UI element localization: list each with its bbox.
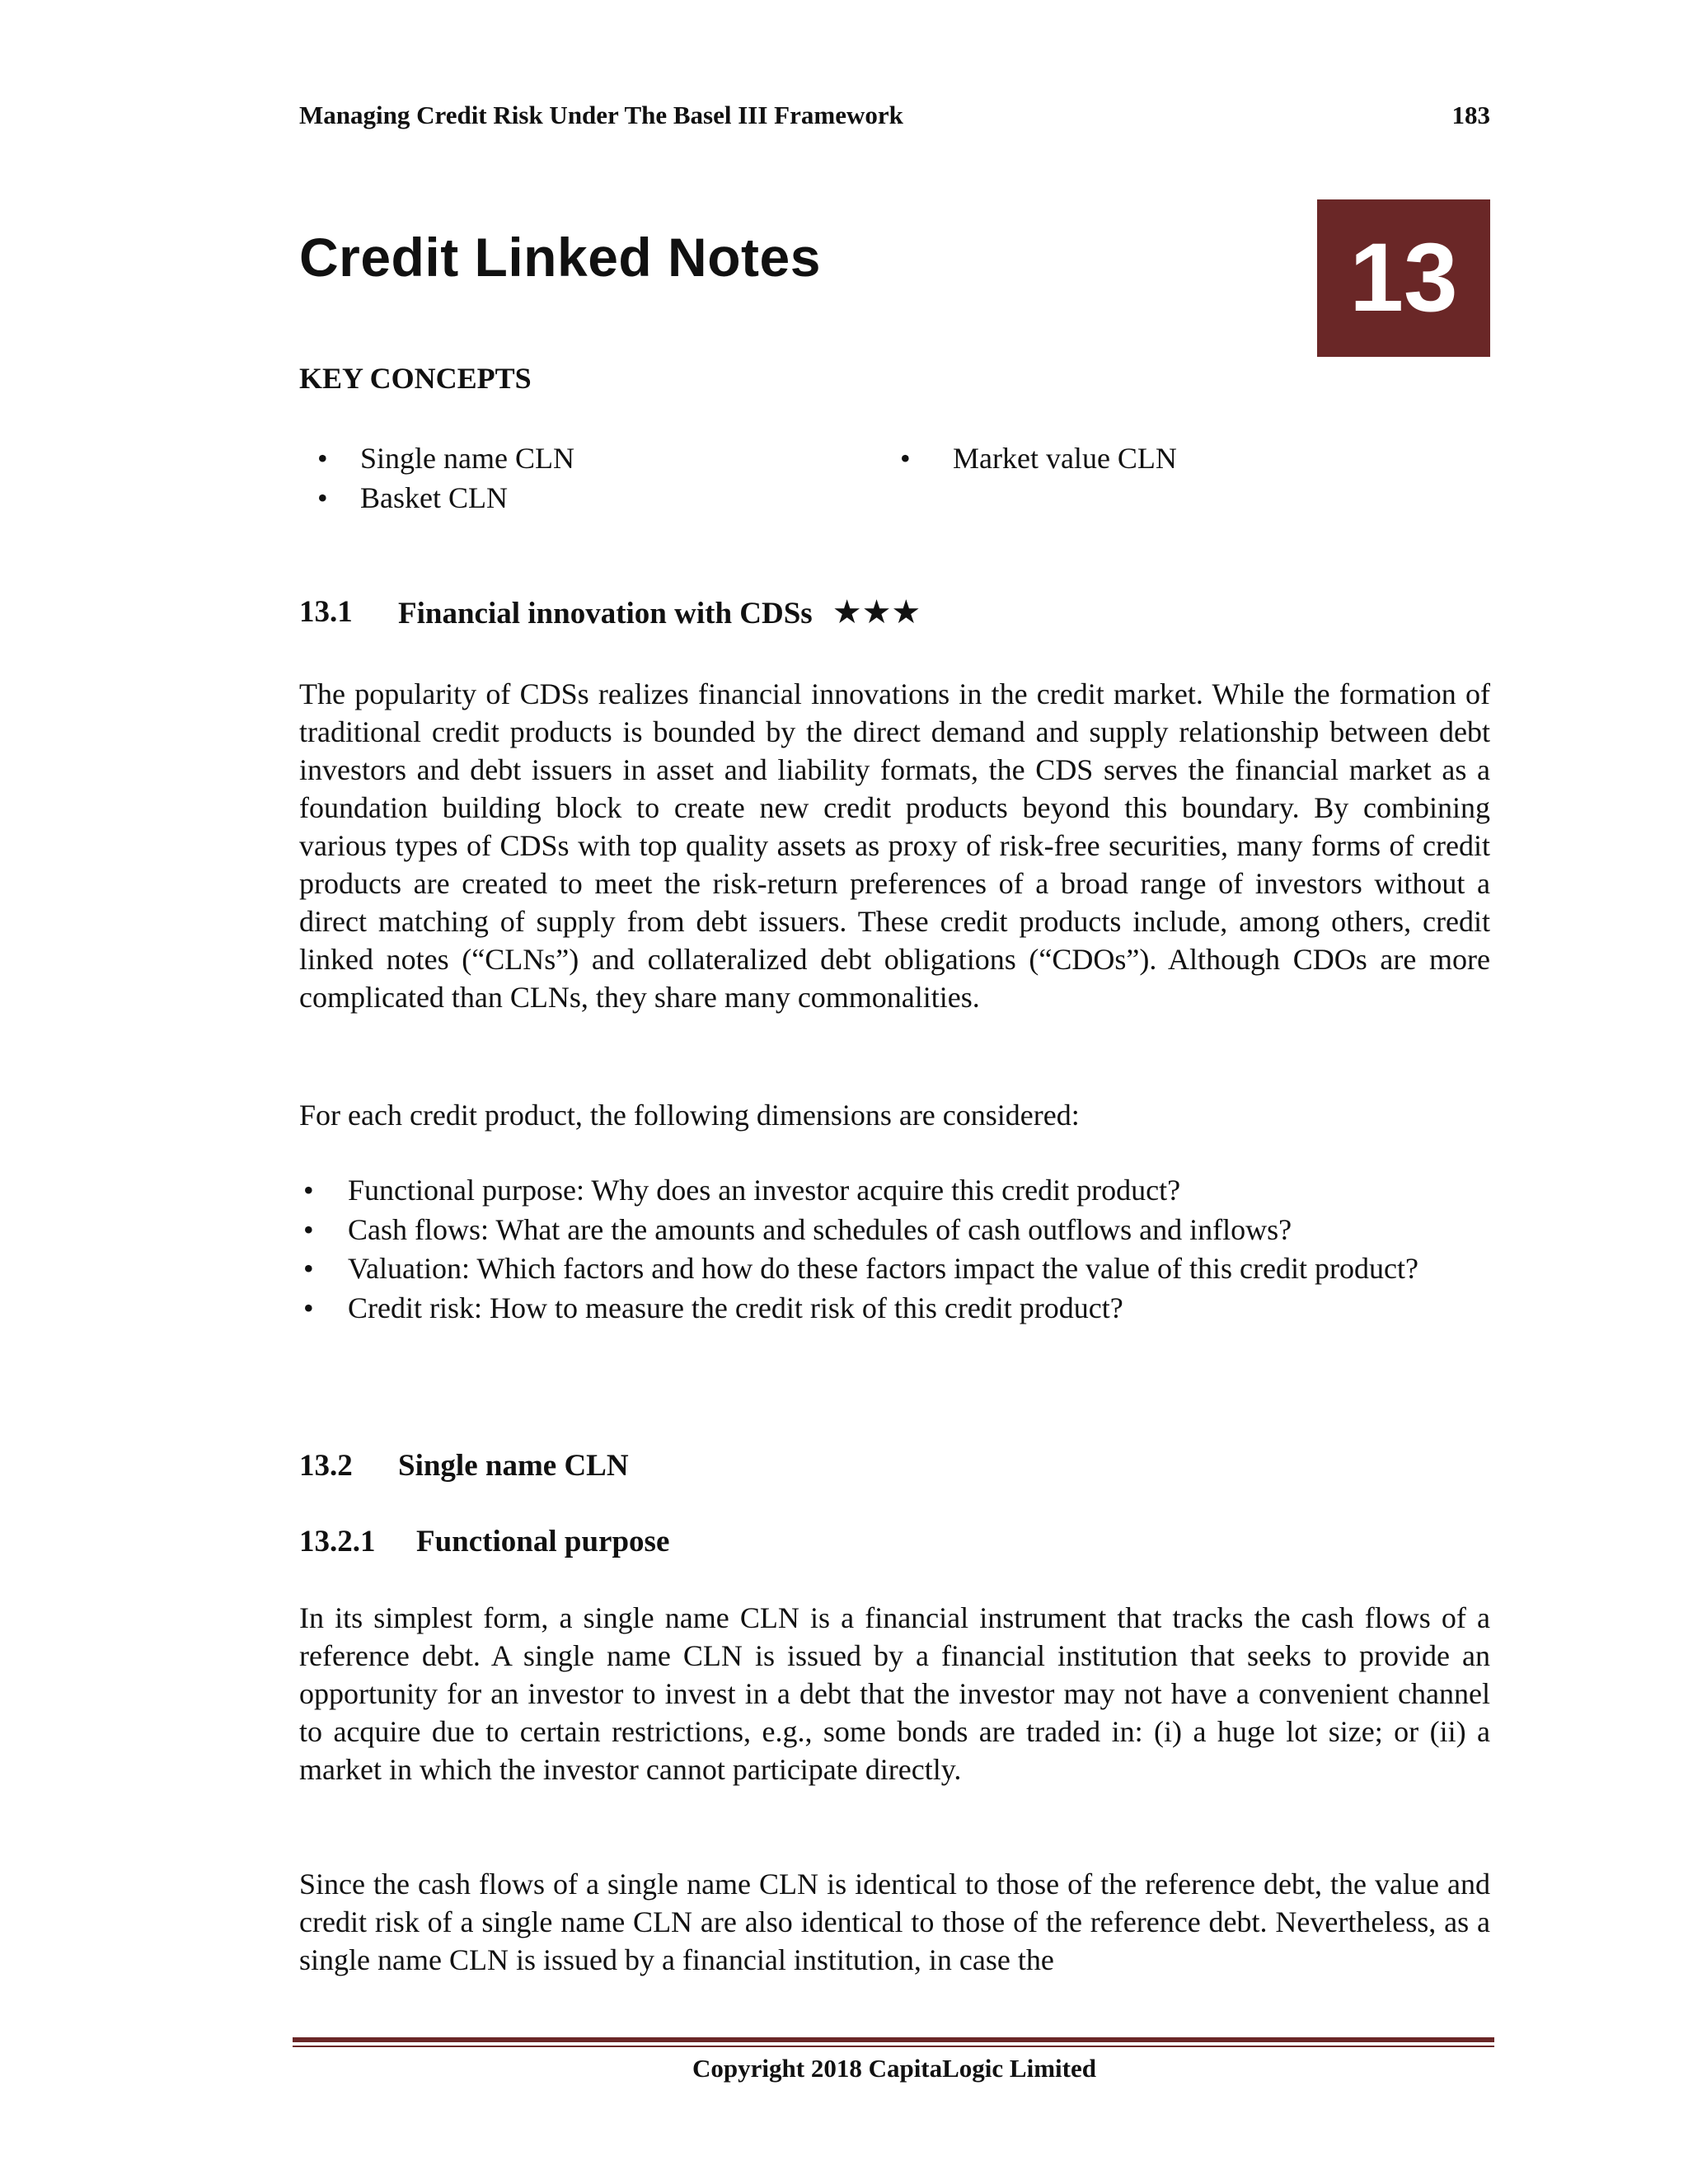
paragraph-functional-purpose: In its simplest form, a single name CLN is a financial instrument that tracks the cash flows of a reference debt. A single name CLN is issued by a financial institution that seeks to provide an opportunity for an investor to invest in a debt that the investor may not have a convenient channel to acquire due to certain restrictions, e.g., some bonds are traded in: (i) a huge lot size; or (ii) a market in which the investor cannot participate directly. <box>299 1601 1490 1786</box>
bullet-icon: • <box>303 1174 314 1207</box>
list-item: • Basket CLN <box>299 478 574 518</box>
key-concepts-list-right <box>893 438 1177 478</box>
chapter-number-badge: 13 <box>1317 199 1490 357</box>
chapter-title: Credit Linked Notes <box>299 227 821 288</box>
bullet-icon: • <box>303 1252 314 1285</box>
bullet-icon: • <box>317 442 328 475</box>
list-item: • Cash flows: What are the amounts and schedules of cash outflows and inflows? <box>299 1211 1490 1250</box>
key-concepts-heading: KEY CONCEPTS <box>299 362 532 395</box>
bullet-icon: • <box>900 442 911 475</box>
section-title: Functional purpose <box>416 1525 670 1558</box>
copyright-notice: Copyright 2018 CapitaLogic Limited <box>692 2054 1096 2083</box>
list-item: • Single name CLN <box>299 438 574 478</box>
list-item: • Credit risk: How to measure the credit risk of this credit product? <box>299 1289 1490 1329</box>
section-title: Single name CLN <box>398 1449 629 1483</box>
running-title: Managing Credit Risk Under The Basel III Framework <box>299 101 903 129</box>
paragraph-financial-innovation: The popularity of CDSs realizes financial innovations in the credit market. While the formation of traditional credit products is bounded by the direct demand and supply relationship between debt investors and debt issuers in asset and liability formats, the CDS serves the financial market as a foundation building block to create new credit products beyond this boundary. By combining various types of CDSs with top quality assets as proxy of risk-free securities, many forms of credit products are created to meet the risk-return preferences of a broad range of investors without a direct matching of supply from debt issuers. These credit products include, among others, credit linked notes (“CLNs”) and collateralized debt obligations (“CDOs”). Although CDOs are more complicated than CLNs, they share many commonalities. <box>299 677 1490 1014</box>
bullet-icon: • <box>303 1291 314 1324</box>
section-number: 13.1 <box>299 595 353 629</box>
list-item: • Functional purpose: Why does an investor acquire this credit product? <box>299 1171 1490 1211</box>
section-title: Financial innovation with CDSs <box>398 597 813 630</box>
paragraph-single-name-cln: Since the cash flows of a single name CLN is identical to those of the reference debt, the value and credit risk of a single name CLN are also identical to those of the reference debt. Nevertheless, as a single name CLN is issued by a financial institution, in case the <box>299 1868 1490 1976</box>
bullet-icon: • <box>303 1212 314 1246</box>
footer-rule-thin <box>293 2046 1494 2047</box>
rating-stars-icon: ★★★ <box>832 593 921 630</box>
key-concepts-list-left <box>299 438 574 518</box>
paragraph-dimensions-intro: For each credit product, the following dimensions are considered: <box>299 1099 1080 1132</box>
bullet-icon: • <box>317 481 328 514</box>
section-number: 13.2 <box>299 1449 353 1483</box>
section-number: 13.2.1 <box>299 1525 376 1558</box>
page-number: 183 <box>1451 101 1490 129</box>
footer-rule <box>293 2037 1494 2042</box>
dimensions-list <box>299 1171 1490 1328</box>
list-item: • Valuation: Which factors and how do these factors impact the value of this credit product? <box>299 1249 1490 1289</box>
list-item: • Market value CLN <box>893 438 1177 478</box>
